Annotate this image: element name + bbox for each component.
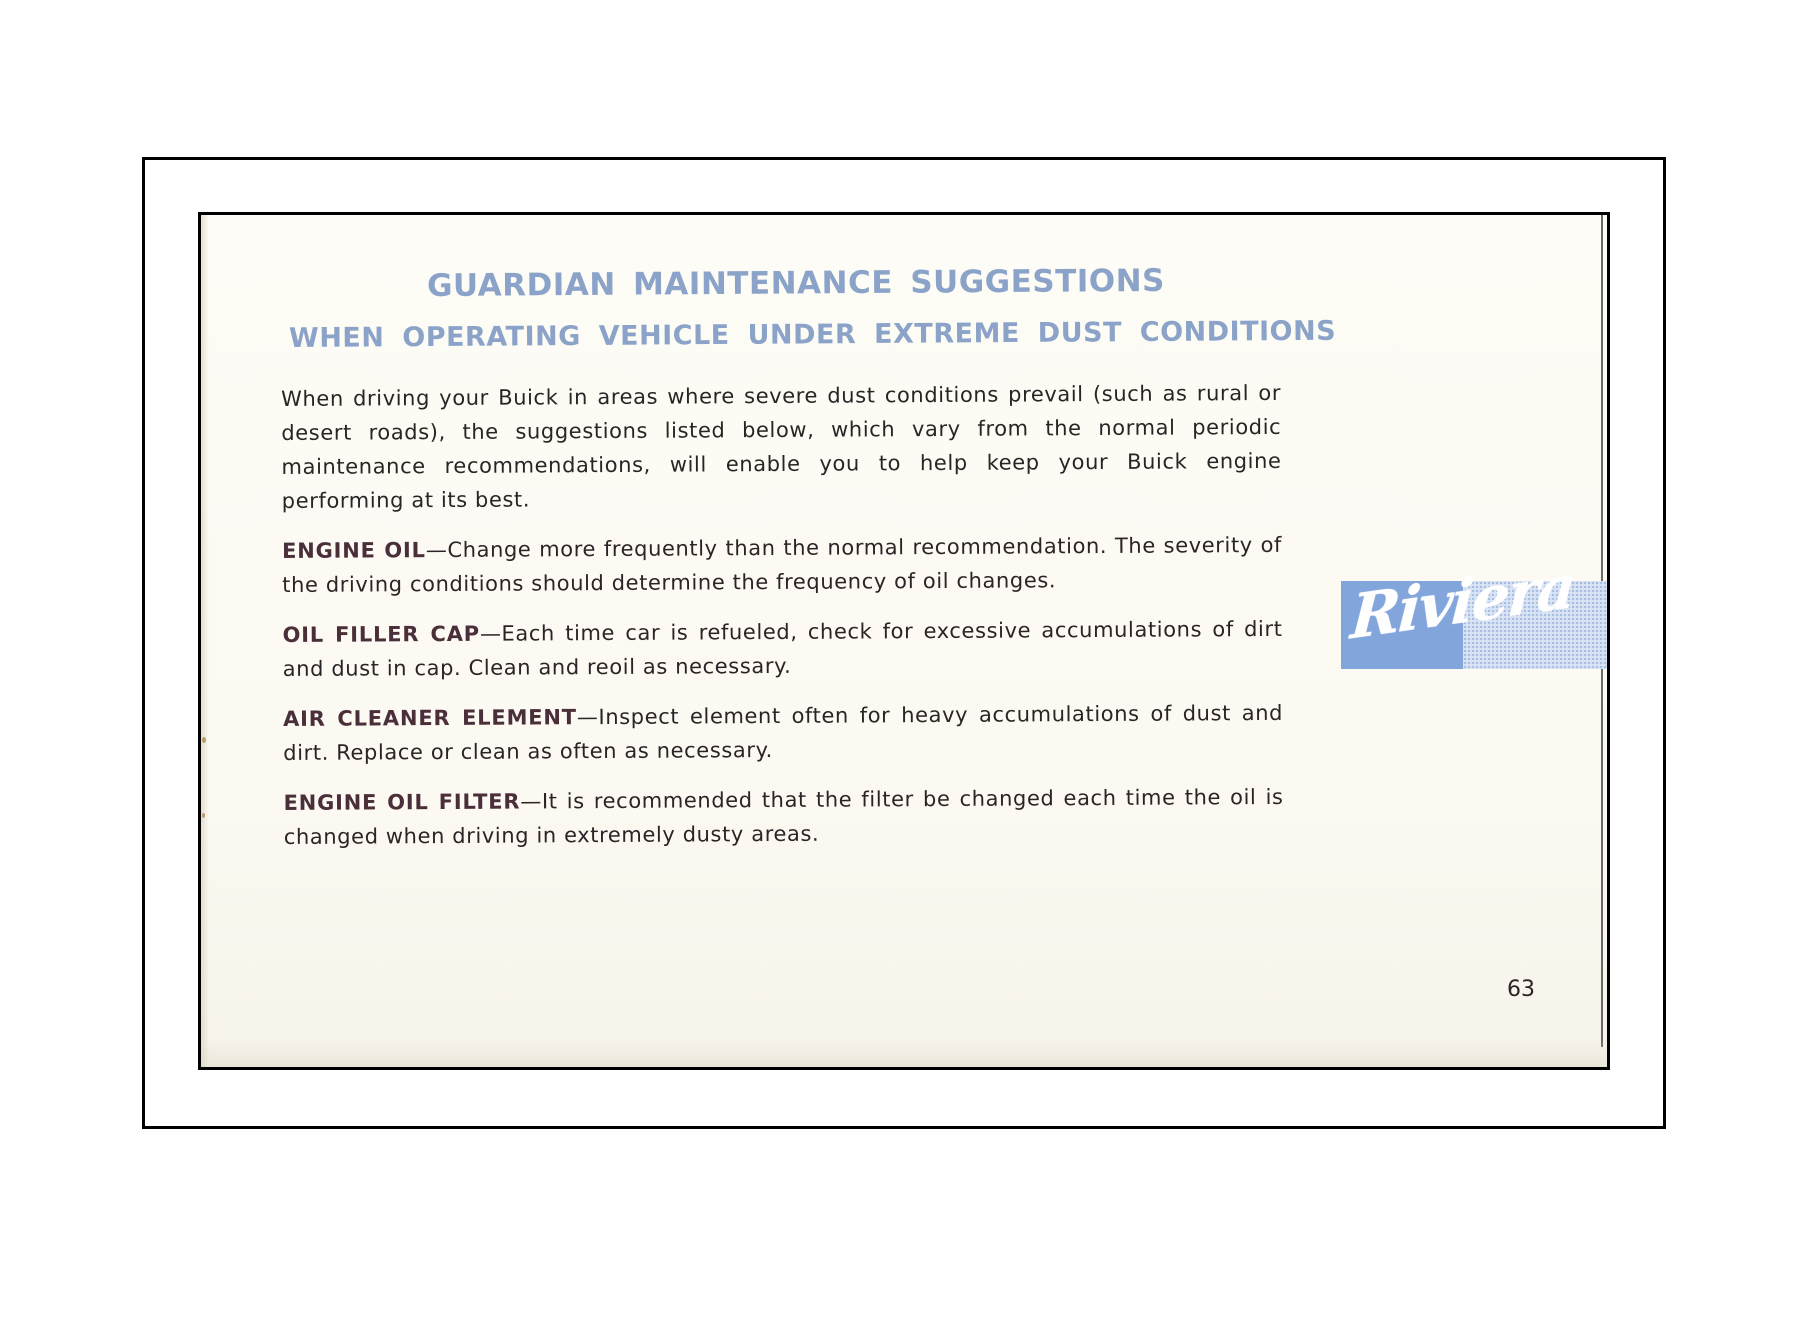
page-heading: GUARDIAN MAINTENANCE SUGGESTIONS	[426, 262, 1166, 304]
page-number: 63	[1507, 977, 1535, 1002]
air-cleaner-element-text: —Inspect element often for heavy accumulations of dust and dirt. Replace or clean as often as necessary.	[283, 700, 1284, 765]
engine-oil-filter-text: —It is recommended that the filter be changed each time the oil is changed when driving in extremely dusty areas.	[283, 784, 1284, 849]
oil-filler-cap-item	[282, 612, 1282, 686]
engine-oil-filter-term: ENGINE OIL FILTER	[283, 789, 521, 815]
air-cleaner-element-item	[283, 696, 1283, 770]
paper-speck	[202, 737, 206, 743]
manual-page-scan	[198, 212, 1610, 1070]
engine-oil-item	[282, 528, 1282, 602]
paper-speck	[202, 813, 205, 818]
riviera-script-logo: Riviera	[1348, 550, 1577, 654]
page-subheading: WHEN OPERATING VEHICLE UNDER EXTREME DUST CONDITIONS	[288, 315, 1337, 354]
body-text-column	[281, 376, 1284, 870]
oil-filler-cap-term: OIL FILLER CAP	[282, 621, 480, 647]
engine-oil-term: ENGINE OIL	[281, 538, 426, 563]
oil-filler-cap-text: —Each time car is refueled, check for excessive accumulations of dirt and dust in cap. Clean and reoil as necessary.	[282, 616, 1283, 681]
riviera-logo-badge	[1341, 550, 1609, 669]
air-cleaner-element-term: AIR CLEANER ELEMENT	[282, 705, 577, 731]
intro-paragraph: When driving your Buick in areas where severe dust conditions prevail (such as rural or desert roads), the suggestions listed below, which vary from the normal periodic maintenance recommendations, will enable you to help keep your Buick engine performing at its best.	[281, 380, 1282, 513]
engine-oil-text: —Change more frequently than the normal recommendation. The severity of the driving conditions should determine the frequency of oil changes.	[282, 532, 1283, 597]
engine-oil-filter-item	[283, 780, 1283, 854]
page-left-edge-shadow	[201, 215, 209, 1067]
